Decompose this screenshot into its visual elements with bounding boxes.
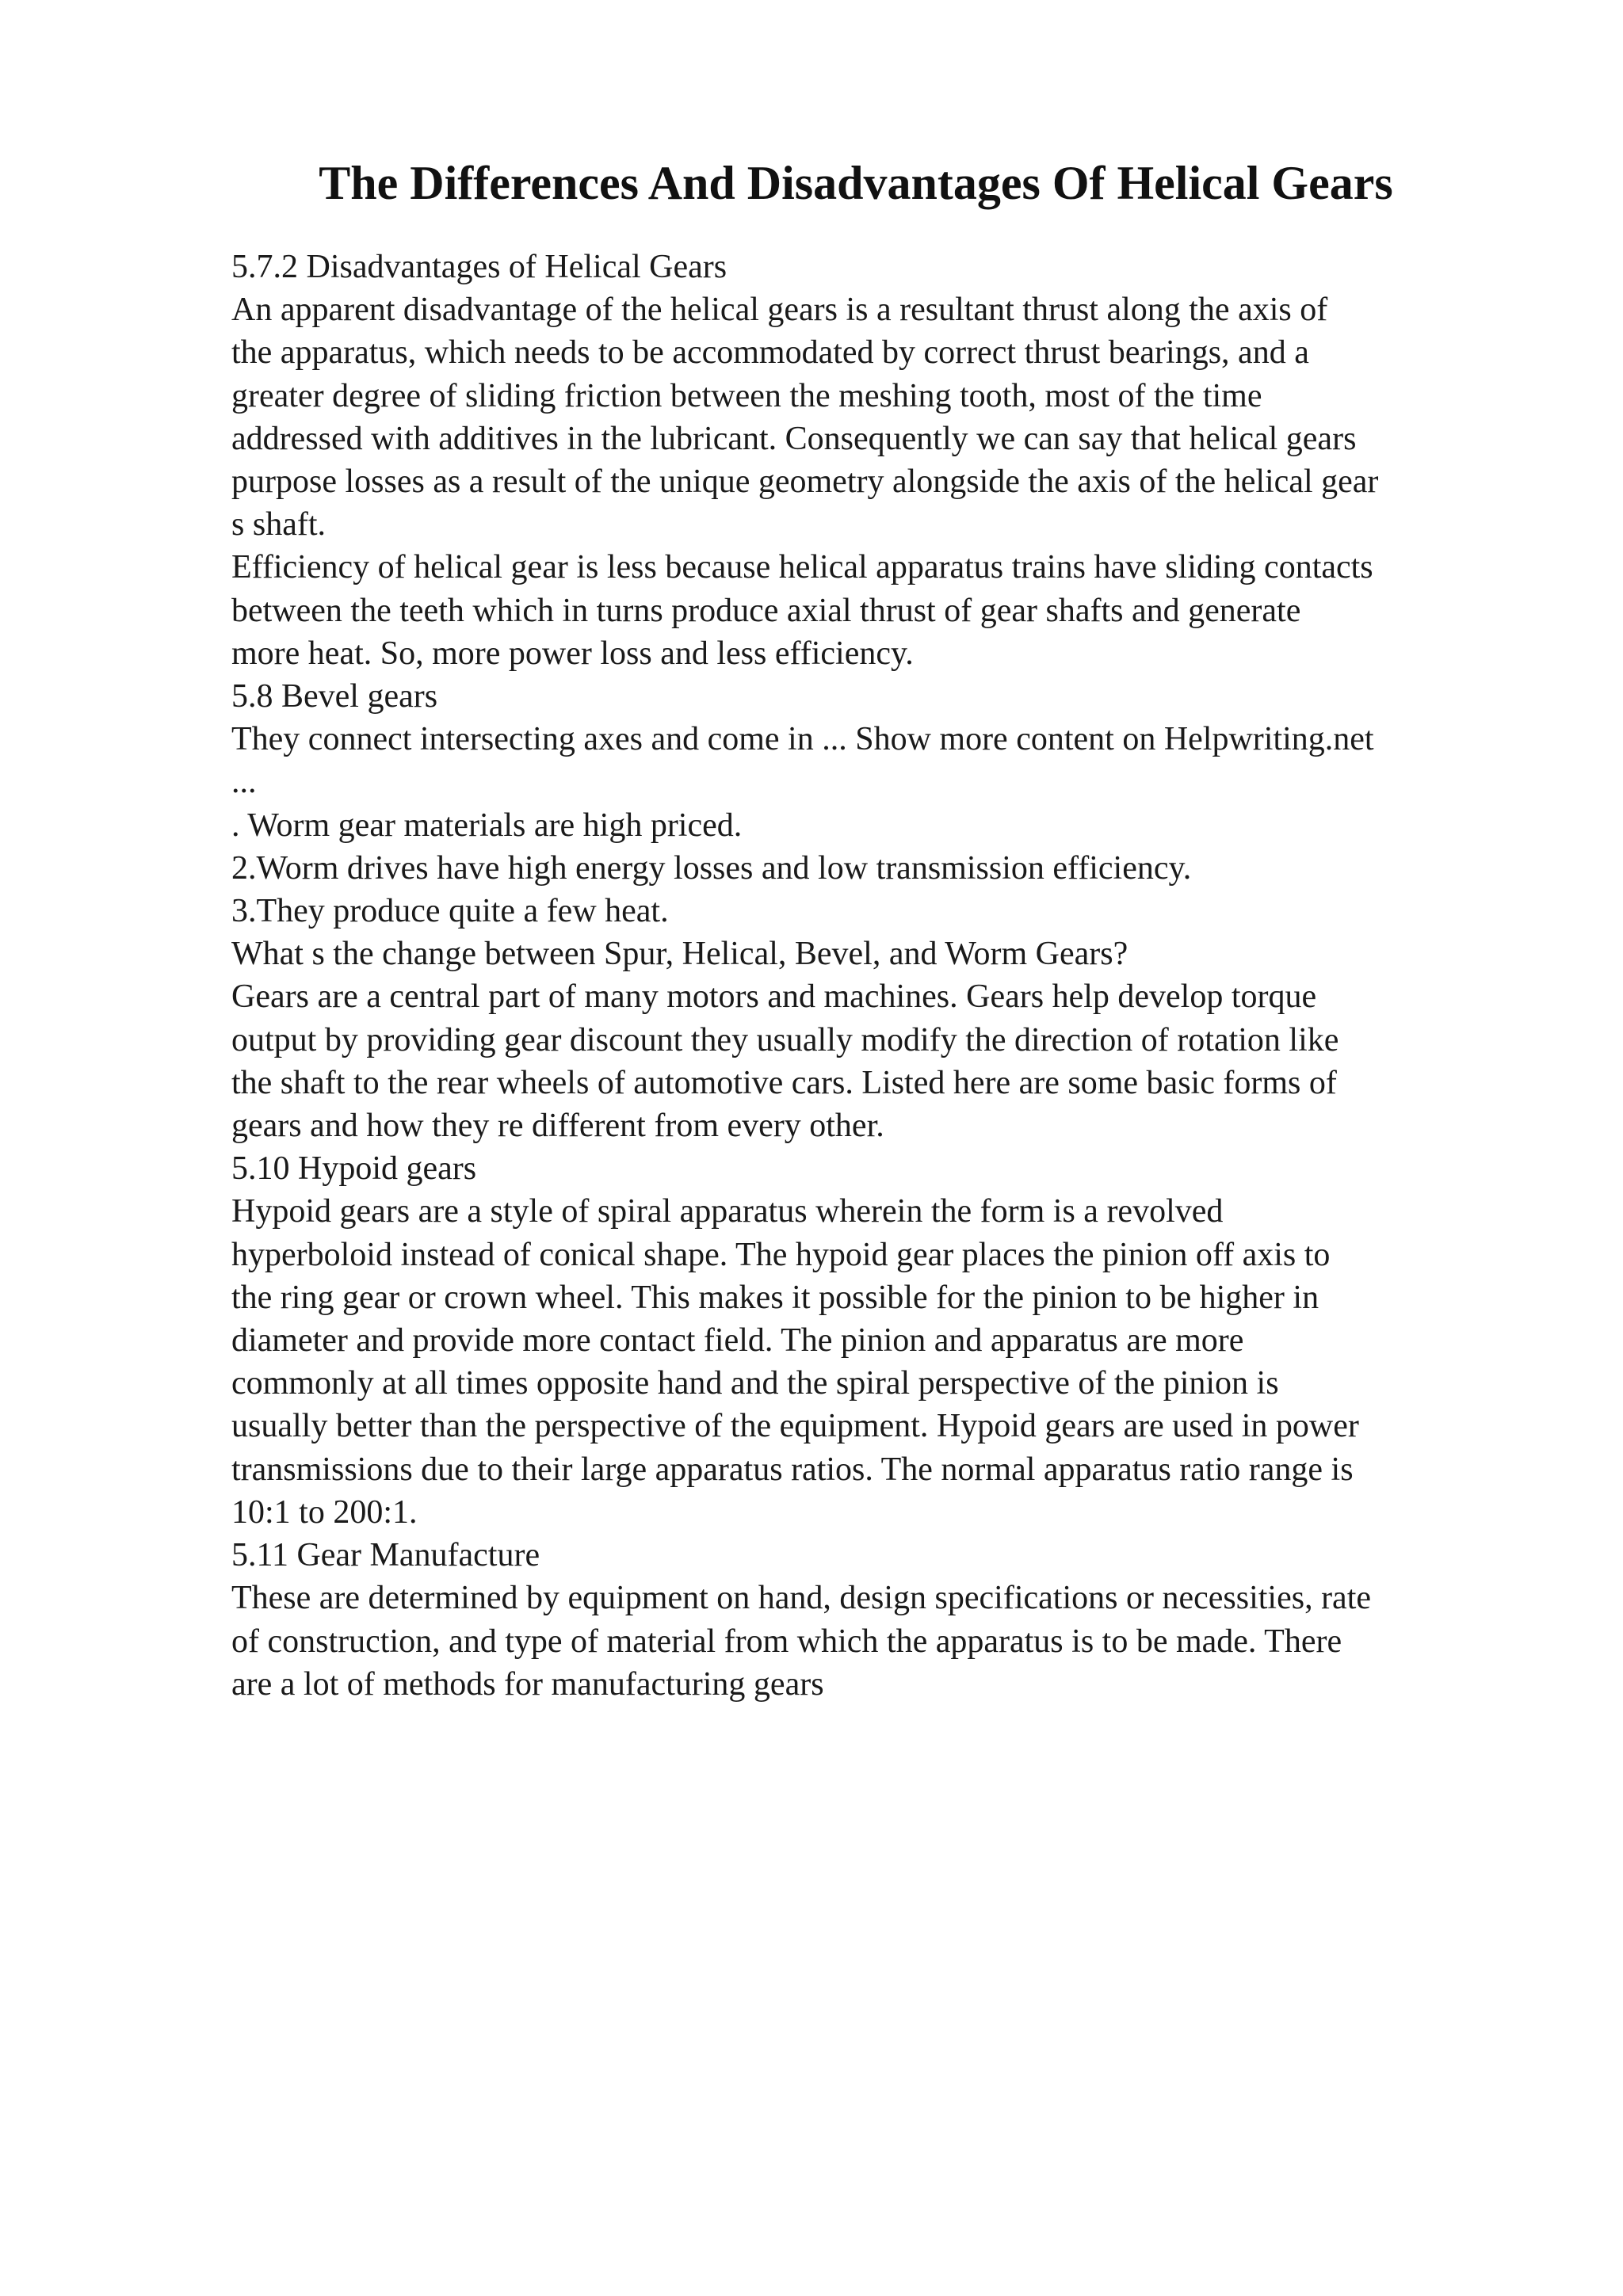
text-line: ... — [231, 764, 257, 801]
text-line: are a lot of methods for manufacturing gears — [231, 1665, 824, 1703]
document-body — [231, 246, 1515, 1706]
text-line: 2.Worm drives have high energy losses and low transmission efficiency. — [231, 849, 1192, 887]
text-line: purpose losses as a result of the unique geometry alongside the axis of the helical gear — [231, 463, 1379, 501]
text-line: These are determined by equipment on hand, design specifications or necessities, rate — [231, 1580, 1372, 1617]
text-line: transmissions due to their large apparatus ratios. The normal apparatus ratio range is — [231, 1451, 1354, 1488]
text-line: Efficiency of helical gear is less because helical apparatus trains have sliding contacts — [231, 549, 1373, 586]
text-line: the ring gear or crown wheel. This makes it possible for the pinion to be higher in — [231, 1279, 1319, 1316]
text-line: 10:1 to 200:1. — [231, 1493, 418, 1531]
text-line: output by providing gear discount they usually modify the direction of rotation like — [231, 1021, 1339, 1058]
text-line: An apparent disadvantage of the helical gears is a resultant thrust along the axis of — [231, 292, 1328, 329]
text-line: . Worm gear materials are high priced. — [231, 807, 743, 844]
text-line: usually better than the perspective of the equipment. Hypoid gears are used in power — [231, 1408, 1359, 1445]
text-line: of construction, and type of material from which the apparatus is to be made. There — [231, 1623, 1342, 1660]
text-line: 5.11 Gear Manufacture — [231, 1537, 540, 1574]
text-line: gears and how they re different from every other. — [231, 1108, 884, 1145]
text-line: the apparatus, which needs to be accommodated by correct thrust bearings, and a — [231, 334, 1309, 372]
text-line: Gears are a central part of many motors and machines. Gears help develop torque — [231, 978, 1317, 1016]
text-line: more heat. So, more power loss and less efficiency. — [231, 635, 914, 672]
text-line: addressed with additives in the lubricant. Consequently we can say that helical gears — [231, 420, 1357, 457]
text-line: s shaft. — [231, 506, 326, 543]
text-line: hyperboloid instead of conical shape. The hypoid gear places the pinion off axis to — [231, 1236, 1331, 1273]
text-line: between the teeth which in turns produce axial thrust of gear shafts and generate — [231, 592, 1301, 629]
text-line: 3.They produce quite a few heat. — [231, 893, 669, 930]
document-title: The Differences And Disadvantages Of Helical Gears — [319, 157, 1393, 209]
text-line: 5.7.2 Disadvantages of Helical Gears — [231, 249, 727, 285]
text-line: What s the change between Spur, Helical, Bevel, and Worm Gears? — [231, 936, 1128, 973]
text-line: Hypoid gears are a style of spiral apparatus wherein the form is a revolved — [231, 1193, 1224, 1230]
text-line: commonly at all times opposite hand and the spiral perspective of the pinion is — [231, 1365, 1279, 1402]
text-line: greater degree of sliding friction between the meshing tooth, most of the time — [231, 377, 1262, 414]
text-line: 5.10 Hypoid gears — [231, 1150, 477, 1188]
text-line: They connect intersecting axes and come in ... Show more content on Helpwriting.net — [231, 721, 1374, 758]
text-line: the shaft to the rear wheels of automotive cars. Listed here are some basic forms of — [231, 1064, 1337, 1101]
text-line: 5.8 Bevel gears — [231, 678, 438, 715]
text-line: diameter and provide more contact field. The pinion and apparatus are more — [231, 1322, 1244, 1360]
